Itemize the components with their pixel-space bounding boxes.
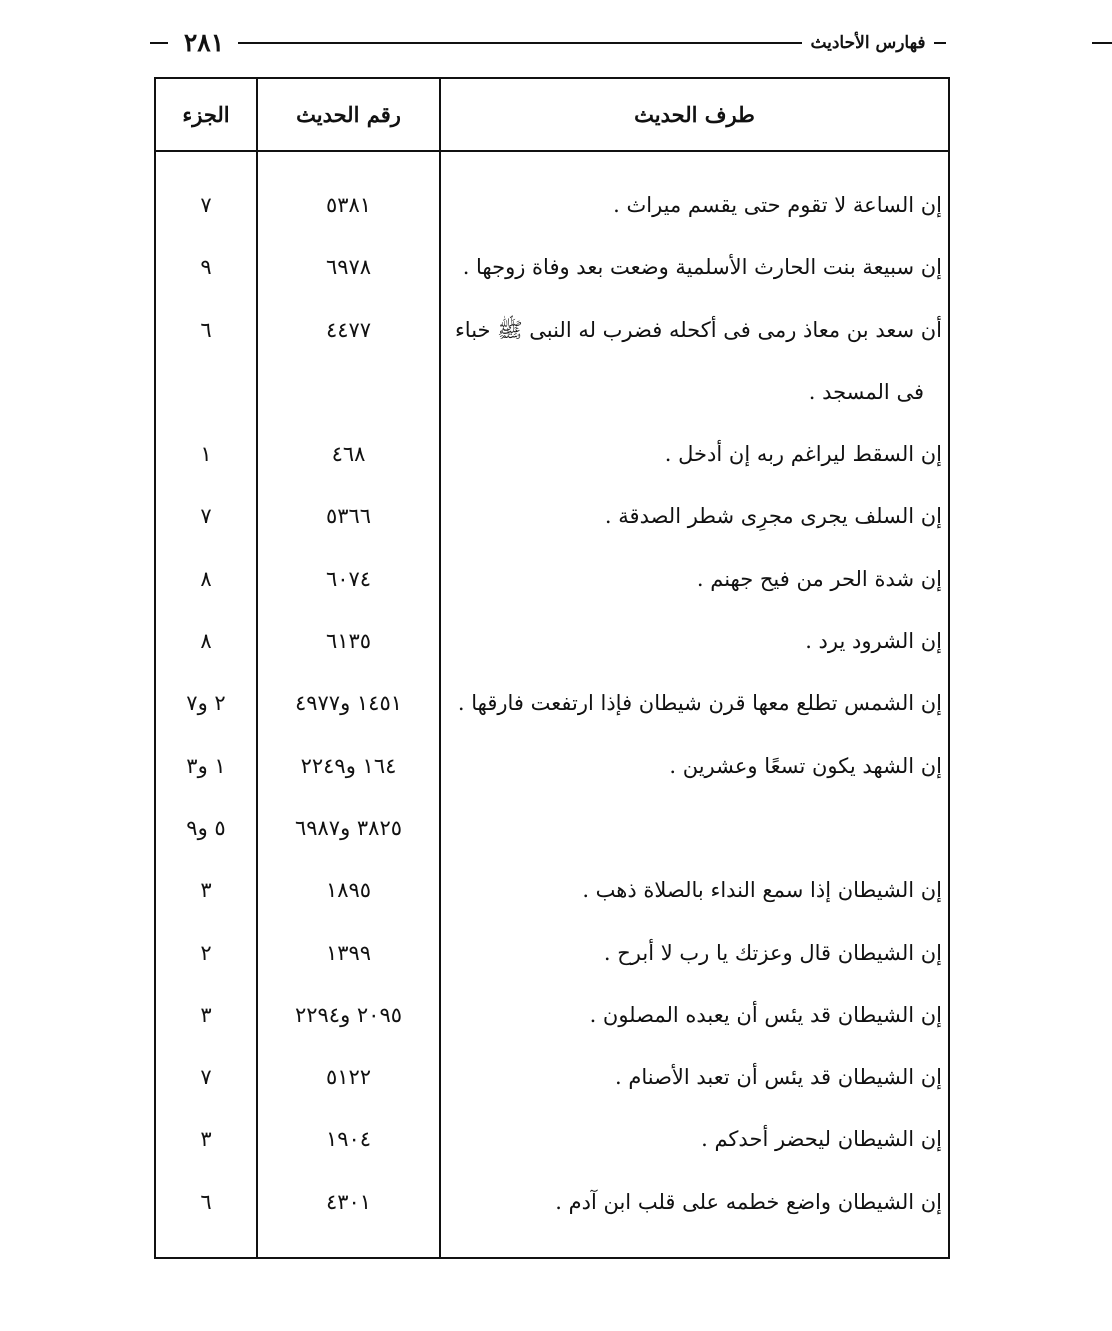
- table-row: [156, 984, 948, 1046]
- part-number: ٢: [200, 940, 212, 965]
- hadith-number: ١٩٠٤: [325, 1127, 372, 1152]
- hadith-text: إن الشهد يكون تسعًا وعشرين .: [669, 753, 942, 778]
- part-number: ٥ و٩: [186, 815, 226, 840]
- hadith-text: إن الشيطان واضع خطمه على قلب ابن آدم .: [555, 1189, 942, 1214]
- part-number: ٨: [200, 629, 212, 654]
- hadith-text: إن الشيطان إذا سمع النداء بالصلاة ذهب .: [582, 878, 942, 903]
- header-rule-right: [1092, 42, 1112, 44]
- hadith-text: إن سبيعة بنت الحارث الأسلمية وضعت بعد وفاة زوجها .: [462, 255, 942, 280]
- table-row: [156, 361, 948, 423]
- table-row: [156, 485, 948, 547]
- table-body: [156, 174, 948, 1233]
- part-number: ٧: [200, 1065, 212, 1090]
- part-number: ٧: [200, 193, 212, 217]
- hadith-text: إن الشرود يرد .: [805, 629, 942, 654]
- hadith-number: ٣٨٢٥ و٦٩٨٧: [294, 815, 403, 840]
- hadith-text: أن سعد بن معاذ رمى فى أكحله فضرب له النبى ﷺ خباء: [454, 317, 942, 342]
- part-number: ٣: [200, 878, 212, 903]
- hadith-number: ٦١٣٥: [325, 629, 372, 654]
- hadith-number: ٢٠٩٥ و٢٢٩٤: [294, 1002, 403, 1027]
- hadith-index-table: [154, 77, 950, 1259]
- column-header-part: الجزء: [182, 102, 230, 127]
- hadith-number: ١٨٩٥: [325, 878, 372, 903]
- hadith-text: إن الساعة لا تقوم حتى يقسم ميراث .: [613, 193, 942, 217]
- part-number: [156, 361, 256, 423]
- part-number: ٣: [200, 1002, 212, 1027]
- hadith-text: إن السقط ليراغم ربه إن أدخل .: [664, 442, 942, 467]
- table-row: [156, 423, 948, 485]
- hadith-text: إن الشيطان قال وعزتك يا رب لا أبرح .: [603, 940, 942, 965]
- hadith-number: ٥٣٨١: [325, 193, 372, 217]
- hadith-text: [448, 797, 946, 859]
- part-number: ٢ و٧: [186, 691, 226, 716]
- hadith-text: إن الشيطان قد يئس أن يعبده المصلون .: [589, 1002, 942, 1027]
- hadith-text: إن الشمس تطلع معها قرن شيطان فإذا ارتفعت فارقها .: [457, 691, 942, 716]
- table-row: [156, 1108, 948, 1170]
- hadith-number: ٦٠٧٤: [325, 566, 372, 591]
- hadith-text: إن شدة الحر من فيح جهنم .: [696, 566, 942, 591]
- part-number: ٦: [200, 1189, 212, 1214]
- hadith-number: ١٤٥١ و٤٩٧٧: [294, 691, 403, 716]
- hadith-text: فى المسجد .: [808, 379, 924, 404]
- running-header: [150, 28, 960, 58]
- table-row: [156, 735, 948, 797]
- table-row: [156, 797, 948, 859]
- hadith-number: ٥٣٦٦: [325, 504, 372, 529]
- header-title: فهارس الأحاديث: [802, 30, 934, 56]
- part-number: ٩: [200, 255, 212, 280]
- part-number: ٦: [200, 317, 212, 342]
- hadith-text: إن الشيطان قد يئس أن تعبد الأصنام .: [615, 1065, 942, 1090]
- table-row: [156, 548, 948, 610]
- part-number: ٨: [200, 566, 212, 591]
- part-number: ٧: [200, 504, 212, 529]
- table-row: [156, 174, 948, 236]
- part-number: ١: [200, 442, 212, 467]
- hadith-text: إن السلف يجرى مجرِى شطر الصدقة .: [604, 504, 942, 529]
- hadith-number: ٤٣٠١: [325, 1189, 372, 1214]
- column-header-number: رقم الحديث: [296, 102, 401, 127]
- hadith-text: إن الشيطان ليحضر أحدكم .: [701, 1127, 942, 1152]
- table-row: [156, 236, 948, 298]
- hadith-number: ٤٦٨: [331, 442, 366, 467]
- table-row: [156, 610, 948, 672]
- header-rule-left: [150, 42, 168, 44]
- table-row: [156, 859, 948, 921]
- hadith-number: ٥١٢٢: [325, 1065, 372, 1090]
- hadith-number: ١٣٩٩: [325, 940, 372, 965]
- table-row: [156, 922, 948, 984]
- hadith-number: [258, 361, 439, 423]
- table-row: [156, 299, 948, 361]
- hadith-number: ٤٤٧٧: [325, 317, 372, 342]
- column-header-hadith: طرف الحديث: [634, 102, 755, 127]
- header-divider: [156, 150, 948, 152]
- page-number: ٢٨١: [183, 28, 225, 57]
- part-number: ١ و٣: [186, 753, 226, 778]
- table-row: [156, 1171, 948, 1233]
- hadith-number: ١٦٤ و٢٢٤٩: [300, 753, 397, 778]
- part-number: ٣: [200, 1127, 212, 1152]
- table-row: [156, 1046, 948, 1108]
- table-row: [156, 672, 948, 734]
- hadith-number: ٦٩٧٨: [325, 255, 372, 280]
